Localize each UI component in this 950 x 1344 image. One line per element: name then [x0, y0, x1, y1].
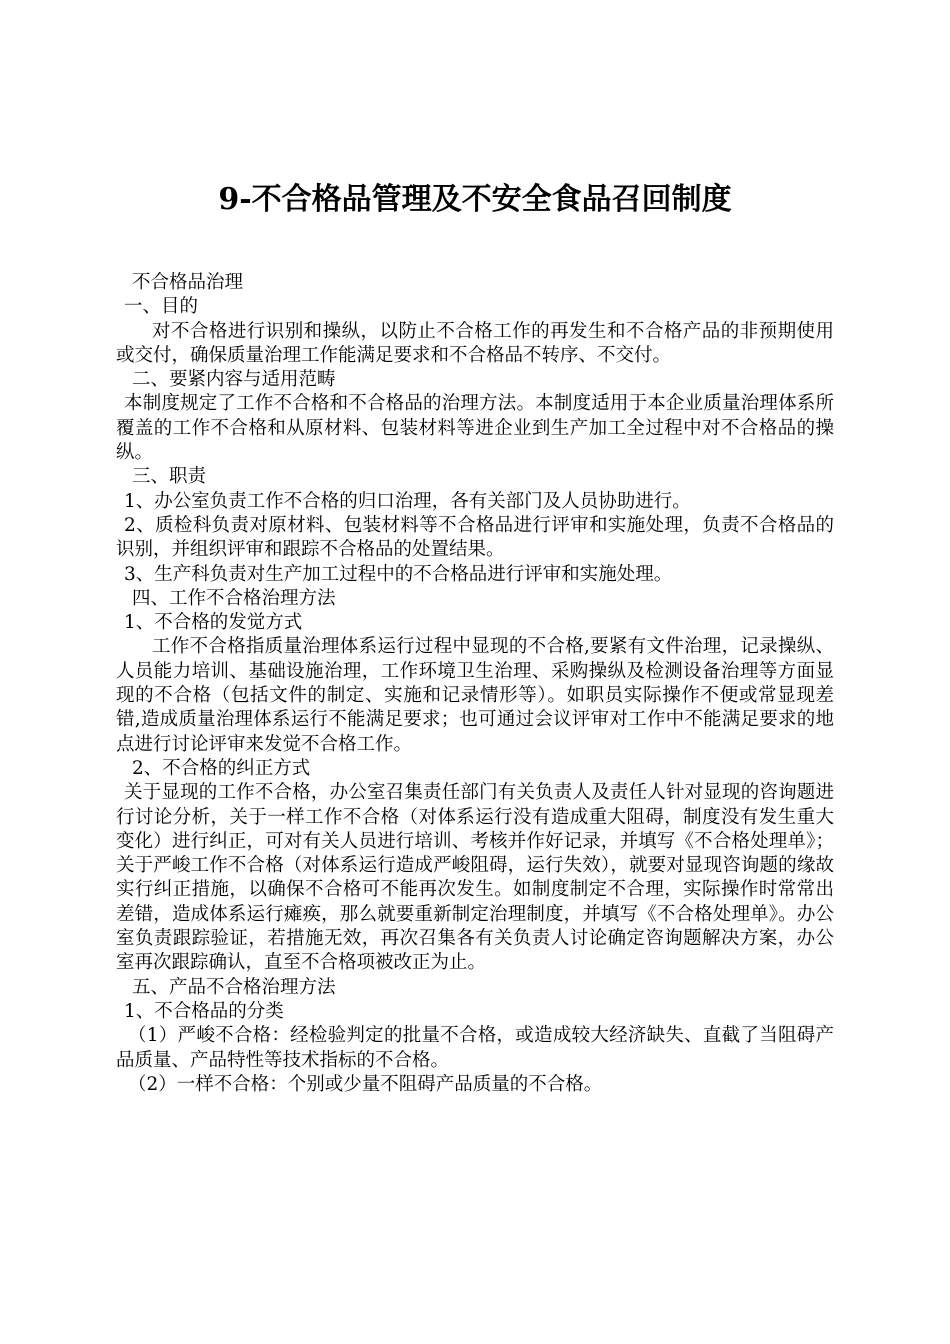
heading-product-nonconformity-method: 五、产品不合格治理方法: [132, 976, 336, 998]
heading-responsibilities: 三、职责: [132, 466, 207, 488]
paragraph-purpose: 对不合格进行识别和操纵，以防止不合格工作的再发生和不合格产品的非预期使用或交付，确保质量治理工作能满足要求和不合格品不转序、不交付。: [116, 320, 834, 366]
heading-purpose: 一、目的: [124, 296, 199, 318]
responsibility-item-1: 1、办公室负责工作不合格的归口治理，各有关部门及人员协助进行。: [124, 490, 691, 512]
classification-item-severe: （1）严峻不合格：经检验判定的批量不合格，或造成较大经济缺失、直截了当阻碍产品质量、产品特性等技术指标的不合格。: [116, 1025, 834, 1071]
subheading-correction-method: 2、不合格的纠正方式: [132, 757, 311, 779]
paragraph-correction-method: 关于显现的工作不合格，办公室召集责任部门有关负责人及责任人针对显现的咨询题进行讨论分析，关于一样工作不合格（对体系运行没有造成重大阻碍，制度没有发生重大变化）进行纠正，可对有关人员进行培训、考核并作好记录，并填写《不合格处理单》；关于严峻工作不合格（对体系运行造成严峻阻碍，运行失效），就要对显现咨询题的缘故实行纠正措施，以确保不合格可不能再次发生。如制度制定不合理，实际操作时常常出差错，造成体系运行瘫痪，那么就要重新制定治理制度，并填写《不合格处理单》。办公室负责跟踪验证，若措施无效，再次召集各有关负责人讨论确定咨询题解决方案，办公室再次跟踪确认，直至不合格项被改正为止。: [116, 782, 834, 974]
section-heading-nonconforming-management: 不合格品治理: [132, 272, 244, 293]
subheading-detection-method: 1、不合格的发觉方式: [124, 612, 303, 634]
heading-work-nonconformity-method: 四、工作不合格治理方法: [132, 587, 336, 609]
classification-item-general: （2）一样不合格：个别或少量不阻碍产品质量的不合格。: [128, 1073, 603, 1095]
paragraph-detection-method: 工作不合格指质量治理体系运行过程中显现的不合格,要紧有文件治理，记录操纵、人员能力培训、基础设施治理，工作环境卫生治理、采购操纵及检测设备治理等方面显现的不合格（包括文件的制定、实施和记录情形等）。如职员实际操作不便或常显现差错,造成质量治理体系运行不能满足要求；也可通过会议评审对工作中不能满足要求的地点进行讨论评审来发觉不合格工作。: [116, 636, 834, 755]
subheading-classification: 1、不合格品的分类: [124, 1000, 284, 1022]
document-title: 9-不合格品管理及不安全食品召回制度: [218, 182, 732, 217]
document-body: [116, 271, 834, 1097]
paragraph-scope: 本制度规定了工作不合格和不合格品的治理方法。本制度适用于本企业质量治理体系所覆盖的工作不合格和从原材料、包装材料等进企业到生产加工全过程中对不合格品的操纵。: [116, 393, 834, 464]
responsibility-item-3: 3、生产科负责对生产加工过程中的不合格品进行评审和实施处理。: [124, 563, 673, 585]
responsibility-item-2: 2、质检科负责对原材料、包装材料等不合格品进行评审和实施处理，负责不合格品的识别，并组织评审和跟踪不合格品的处置结果。: [116, 514, 834, 561]
heading-scope: 二、要紧内容与适用范畴: [132, 369, 336, 391]
